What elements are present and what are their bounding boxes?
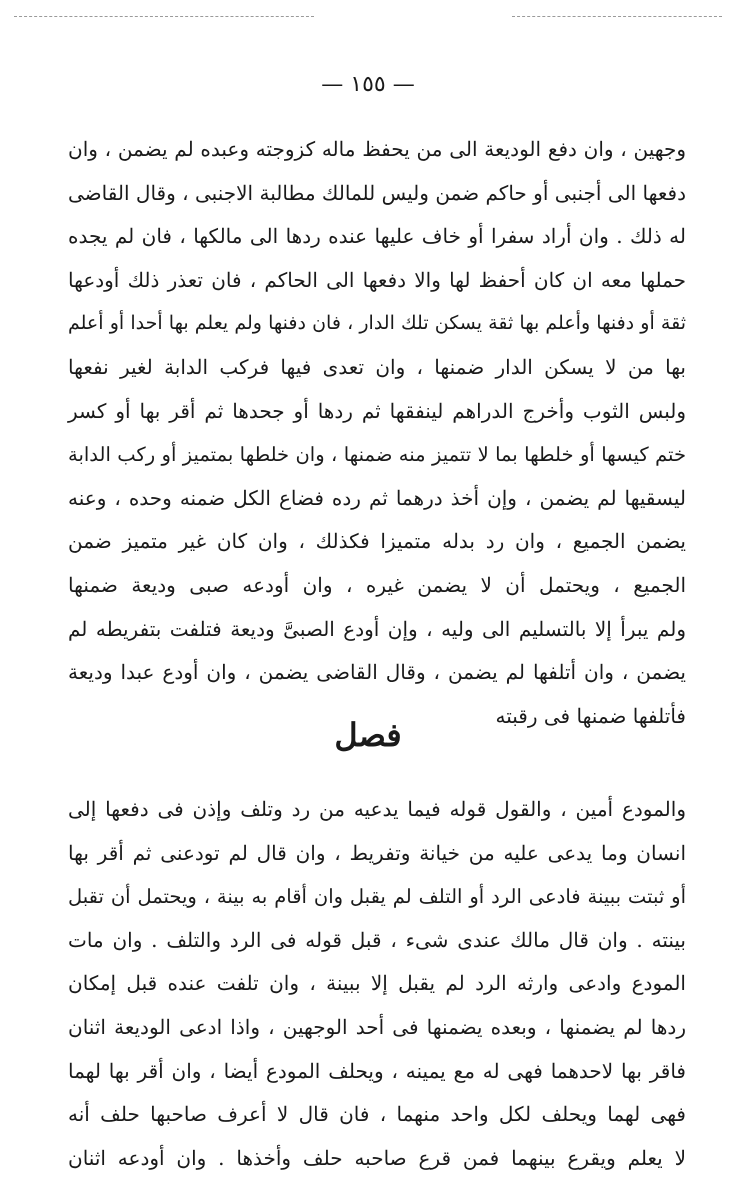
text-line: فهى لهما ويحلف لكل واحد منهما ، فان قال لا أعرف صاحبها حلف أنه [68,1102,686,1127]
text-line: دفعها الى أجنبى أو حاكم ضمن وليس للمالك مطالبة الاجنبى ، وقال القاضى [68,180,686,205]
text-line: ثقة أو دفنها وأعلم بها ثقة يسكن تلك الدار ، فان دفنها ولم يعلم بها أحدا أو أعلم [68,312,686,335]
text-line: ختم كيسها أو خلطها بما لا تتميز منه ضمنها ، وان خلطها بمتميز أو ركب الدابة [68,443,686,467]
text-line: ولبس الثوب وأخرج الدراهم لينفقها ثم ردها أو جحدها ثم أقر بها أو كسر [68,398,686,423]
text-line: الجميع ، ويحتمل أن لا يضمن غيره ، وان أودعه صبى وديعة ضمنها [68,572,686,597]
text-line: أو ثبتت ببينة فادعى الرد أو التلف لم يقبل وان أقام به بينة ، ويحتمل أن تقبل [68,885,686,909]
text-line: وجهين ، وان دفع الوديعة الى من يحفظ ماله كزوجته وعبده لم يضمن ، وان [68,137,686,161]
body-text-block-2 [68,788,686,1180]
text-line: انسان وما يدعى عليه من خيانة وتفريط ، وان قال لم تودعنى ثم أقر بها [68,840,686,865]
text-line: ليسقيها لم يضمن ، وإن أخذ درهما ثم رده فضاع الكل ضمنه وحده ، وعنه [68,485,686,510]
text-line: يضمن ، وان أتلفها لم يضمن ، وقال القاضى يضمن ، وان أودع عبدا وديعة [68,660,686,685]
section-heading: فصل [334,716,402,754]
text-line: والمودع أمين ، والقول قوله فيما يدعيه من رد وتلف وإذن فى دفعها إلى [68,797,686,821]
text-line: بينته . وان قال مالك عندى شىء ، قبل قوله فى الرد والتلف . وان مات [68,927,686,952]
page-number: — ١٥٥ — [321,72,415,97]
text-line: ولم يبرأ إلا بالتسليم الى وليه ، وإن أودع الصبىَّ وديعة فتلفت بتفريطه لم [68,616,686,641]
text-line: له ذلك . وان أراد سفرا أو خاف عليها عنده ردها الى مالكها ، فان لم يجده [68,224,686,249]
text-line: ردها لم يضمنها ، وبعده يضمنها فى أحد الوجهين ، واذا ادعى الوديعة اثنان [68,1014,686,1039]
body-text-block-1 [68,128,686,738]
text-line: حملها معه ان كان أحفظ لها والا دفعها الى الحاكم ، فان تعذر ذلك أودعها [68,267,686,292]
text-line: المودع وادعى وارثه الرد لم يقبل إلا ببينة ، وان تلفت عنده قبل إمكان [68,971,686,996]
top-rule-right [512,16,722,17]
text-line: لا يعلم ويقرع بينهما فمن قرع صاحبه حلف وأخذها . وان أودعه اثنان [68,1145,686,1170]
text-line: فاقر بها لاحدهما فهى له مع يمينه ، ويحلف المودع أيضا ، وان أقر بها لهما [68,1058,686,1083]
text-line: بها من لا يسكن الدار ضمنها ، وان تعدى فيها فركب الدابة لغير نفعها [68,354,686,379]
text-line: يضمن الجميع ، وان رد بدله متميزا فكذلك ، وان كان غير متميز ضمن [68,529,686,554]
top-rule-left [14,16,314,17]
text-line: فأتلفها ضمنها فى رقبته [495,703,686,728]
